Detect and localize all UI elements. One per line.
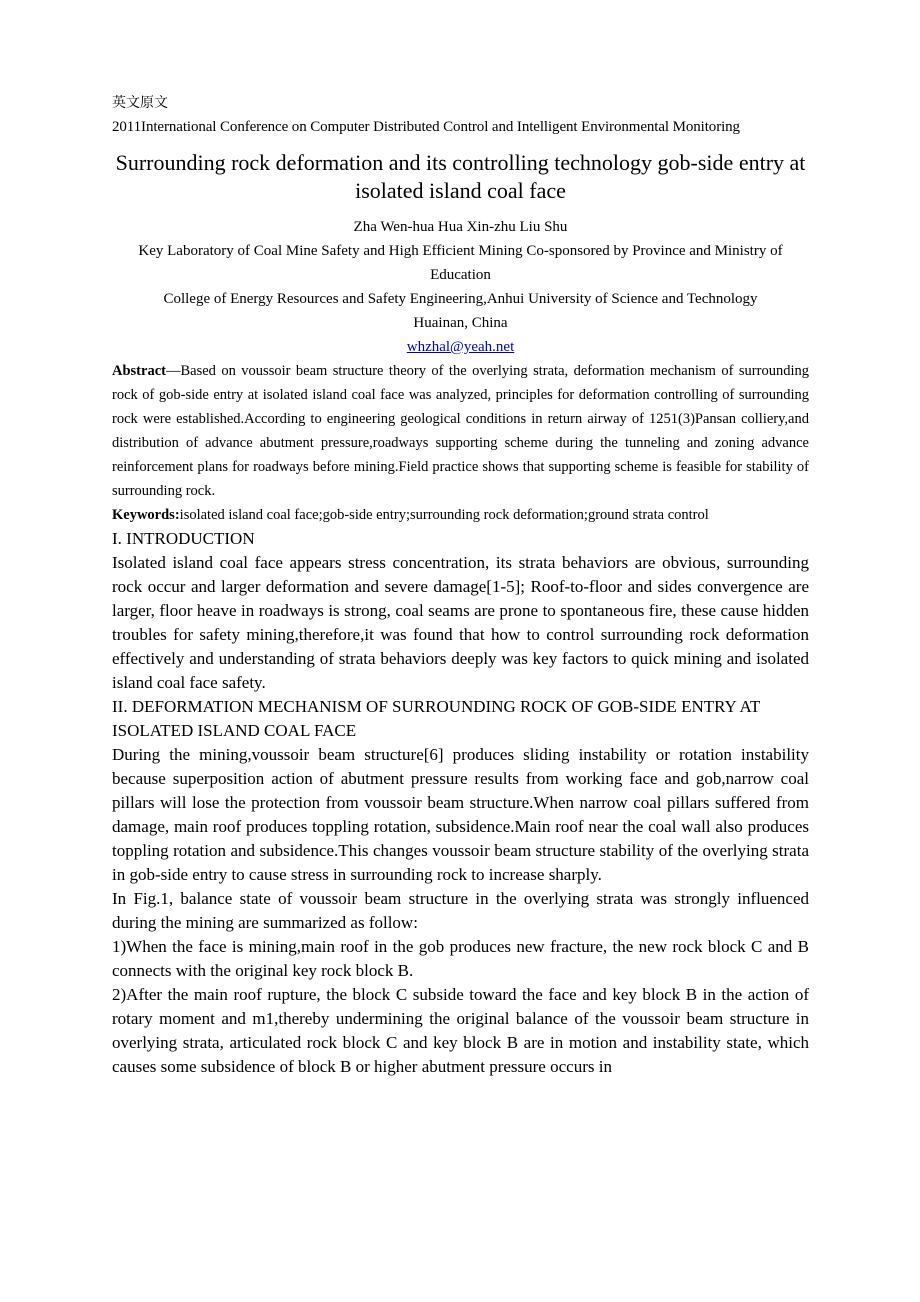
body-paragraph: In Fig.1, balance state of voussoir beam structure in the overlying strata was strongly influenced during the mining are summarized as follow: [112,889,809,932]
body-paragraph: 2)After the main roof rupture, the block C subside toward the face and key block B in the action of rotary moment and m1,thereby undermining the original balance of the voussoir beam structure in overlying strata, articulated rock block C and key block B are in motion and instability state, which causes some subsidence of block B or higher abutment pressure occurs in [112,985,809,1076]
affiliation-college: College of Energy Resources and Safety Engineering,Anhui University of Science and Technology [163,291,758,307]
paper-page [112,88,809,1079]
section-heading-deformation-mechanism: II. DEFORMATION MECHANISM OF SURROUNDING ROCK OF GOB-SIDE ENTRY AT ISOLATED ISLAND COAL FACE [112,697,760,740]
affiliation-location: Huainan, China [413,315,508,331]
section-heading-introduction: I. INTRODUCTION [112,529,255,548]
body-paragraph: During the mining,voussoir beam structure[6] produces sliding instability or rotation instability because superposition action of abutment pressure results from working face and gob,narrow coal pillars will lose the protection from voussoir beam structure.When narrow coal pillars suffered from damage, main roof produces toppling rotation, subsidence.Main roof near the coal wall also produces toppling rotation and subsidence.This changes voussoir beam structure stability of the overlying strata in gob-side entry to cause stress in surrounding rock to increase sharply. [112,745,809,884]
abstract-text: —Based on voussoir beam structure theory of the overlying strata, deformation mechanism of surrounding rock of gob-side entry at isolated island coal face was analyzed, principles for deformation controlling of surrounding rock were established.According to engineering geological conditions in return airway of 1251(3)Pansan colliery,and distribution of advance abutment pressure,roadways supporting scheme during the tunneling and zoning advance reinforcement plans for roadways before mining.Field practice shows that supporting scheme is feasible for stability of surrounding rock. [112,363,809,499]
affiliation-laboratory: Key Laboratory of Coal Mine Safety and High Efficient Mining Co-sponsored by Province and Ministry of Education [138,243,783,283]
email-line [112,335,809,359]
abstract [112,359,809,503]
abstract-label: Abstract [112,363,166,379]
keywords [112,503,809,527]
source-label: 英文原文 [112,95,168,111]
email-link[interactable]: whzhal@yeah.net [406,339,515,355]
body-paragraph: 1)When the face is mining,main roof in the gob produces new fracture, the new rock block C and B connects with the original key rock block B. [112,937,809,980]
body-paragraph: Isolated island coal face appears stress concentration, its strata behaviors are obvious, surrounding rock occur and larger deformation and severe damage[1-5]; Roof-to-floor and sides convergence are larger, floor heave in roadways is strong, coal seams are prone to spontaneous fire, these cause hidden troubles for safety mining,therefore,it was found that how to control surrounding rock deformation effectively and understanding of strata behaviors deeply was key factors to quick mining and isolated island coal face safety. [112,553,809,692]
author-list: Zha Wen-hua Hua Xin-zhu Liu Shu [353,219,568,235]
paper-title: Surrounding rock deformation and its controlling technology gob-side entry at isolated island coal face [115,150,806,203]
keywords-text: isolated island coal face;gob-side entry;surrounding rock deformation;ground strata control [179,507,709,523]
conference-name: 2011International Conference on Computer Distributed Control and Intelligent Environmental Monitoring [112,119,740,135]
keywords-label: Keywords: [112,507,180,523]
